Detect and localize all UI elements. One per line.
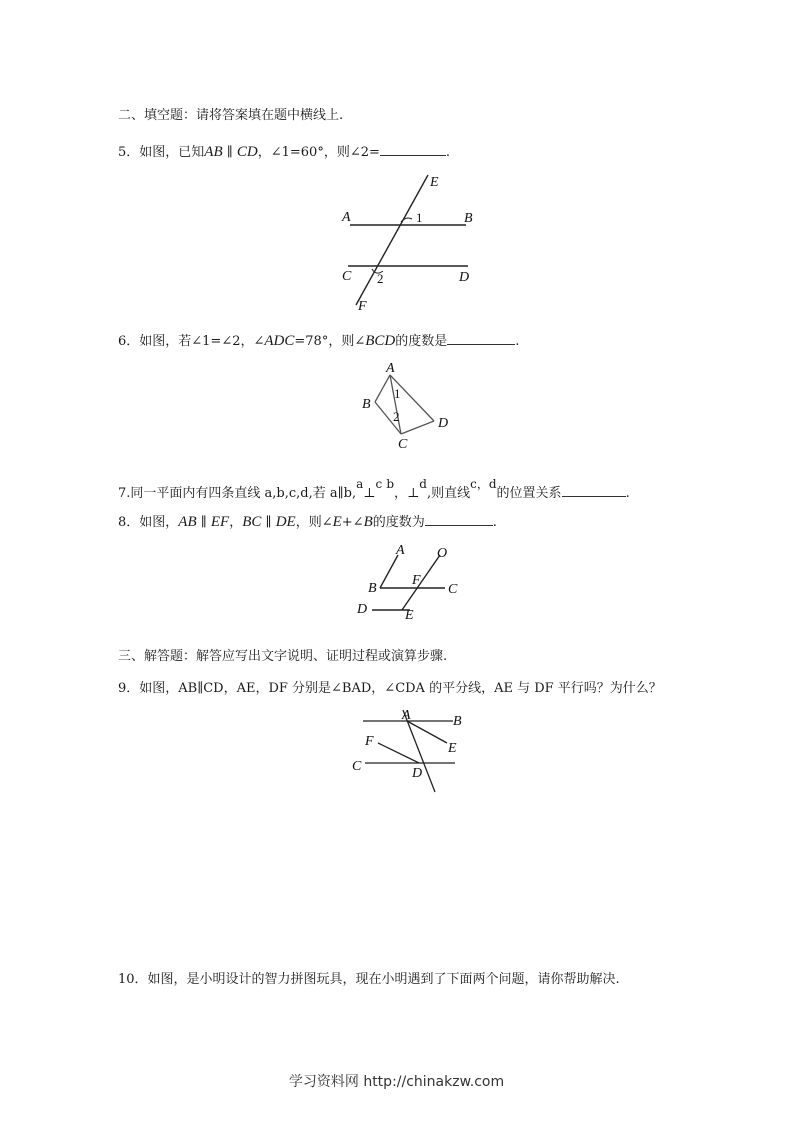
q8-e: E [332,514,342,530]
q6-suffix: 的度数是 [395,334,448,349]
q9-label-b: B [453,714,462,729]
q10-text: 10．如图，是小明设计的智力拼图玩具，现在小明遇到了下面两个问题，请你帮助解决. [118,972,620,987]
question-9 [118,677,662,696]
q9-figure [345,705,475,800]
q7-part1: 7.同一平面内有四条直线 a,b,c,d,若 a∥b, [118,486,357,501]
q5-prefix: 5．如图，已知 [118,145,205,160]
q5-ab: AB [204,144,223,160]
q5-end: . [445,145,451,160]
q8-b: B [363,514,373,530]
q7-b: b [386,477,395,491]
q7-answer-blank[interactable] [562,484,626,497]
question-6 [118,330,519,350]
q5-mid: ，∠1=60°，则∠2= [257,145,380,160]
q8-plus: +∠ [341,515,364,530]
q9-label-f: F [365,734,374,749]
q7-perp-2: ⊥ [407,486,420,501]
q6-adc: ADC [264,333,295,349]
q9-label-c: C [352,759,362,774]
q8-label-f: F [412,573,421,588]
q8-end: . [492,515,497,530]
footer-watermark: 学习资料网 http://chinakzw.com [288,1074,505,1090]
section-3-heading [118,645,447,664]
q5-answer-blank[interactable] [380,143,446,156]
q7-end: . [625,486,630,501]
q6-mid: =78°，则∠ [294,334,366,349]
q7-part3: 的位置关系 [496,486,562,501]
q8-prefix: 8．如图， [118,515,179,530]
section-2-title: 二、填空题：请将答案填在题中横线上. [118,108,344,123]
q8-label-c: C [448,582,458,597]
q7-part2: ,则直线 [426,486,471,501]
q9-text: 9．如图，AB∥CD，AE，DF 分别是∠BAD，∠CDA 的平分线，AE 与 DF 平行吗？为什么？ [118,681,662,696]
q6-label-b: B [362,397,371,412]
q8-answer-blank[interactable] [425,513,493,526]
q5-label-a: A [342,210,351,225]
q5-parallel: ∥ [222,145,237,160]
q8-bc: BC [242,514,262,530]
q7-d: d [419,477,427,491]
q5-label-f: F [358,299,367,314]
q5-label-1: 1 [416,210,423,225]
q6-end: . [515,334,520,349]
q8-de: DE [275,514,296,530]
q5-label-e: E [430,175,439,190]
q8-label-b: B [368,581,377,596]
q8-figure [350,540,475,625]
q6-label-c: C [398,437,408,452]
section-2-heading [118,104,343,123]
q8-ef: EF [210,514,230,530]
section-3-title: 三、解答题：解答应写出文字说明、证明过程或演算步骤. [118,649,448,664]
question-7 [118,477,630,501]
q7-c2: c， [470,477,489,491]
q5-label-c: C [342,269,352,284]
q5-label-d: D [459,270,470,285]
q6-label-2: 2 [393,409,400,424]
q9-label-e: E [448,741,457,756]
q8-mid: ，则∠ [295,515,333,530]
q7-d2: d [488,477,497,491]
q8-suffix: 的度数为 [372,515,425,530]
q8-label-d: D [357,602,368,617]
q7-a: a [356,477,364,491]
q8-label-o: O [437,546,448,561]
question-10 [118,968,620,987]
q6-label-d: D [438,416,449,431]
q8-parallel-1: ∥ [196,515,211,530]
q9-label-d: D [412,766,423,781]
q6-bcd: BCD [365,333,396,349]
q6-label-a: A [386,361,395,376]
q7-c: c [375,477,383,491]
question-8 [118,511,497,531]
q6-figure [355,360,465,455]
q8-parallel-2: ∥ [261,515,276,530]
q7-comma: ， [394,486,408,501]
q5-label-2: 2 [377,271,384,286]
q8-ab: AB [178,514,197,530]
q8-label-a: A [396,543,405,558]
q8-sep: ， [229,515,243,530]
q5-cd: CD [236,144,258,160]
q5-label-b: B [464,211,473,226]
q6-label-1: 1 [394,386,401,401]
q9-label-a: A [402,708,411,723]
q8-label-e: E [405,608,414,623]
question-5 [118,141,450,161]
q5-figure [330,170,490,315]
q7-perp-1: ⊥ [363,486,376,501]
q6-answer-blank[interactable] [447,332,515,345]
q6-prefix: 6．如图，若∠1=∠2，∠ [118,334,265,349]
